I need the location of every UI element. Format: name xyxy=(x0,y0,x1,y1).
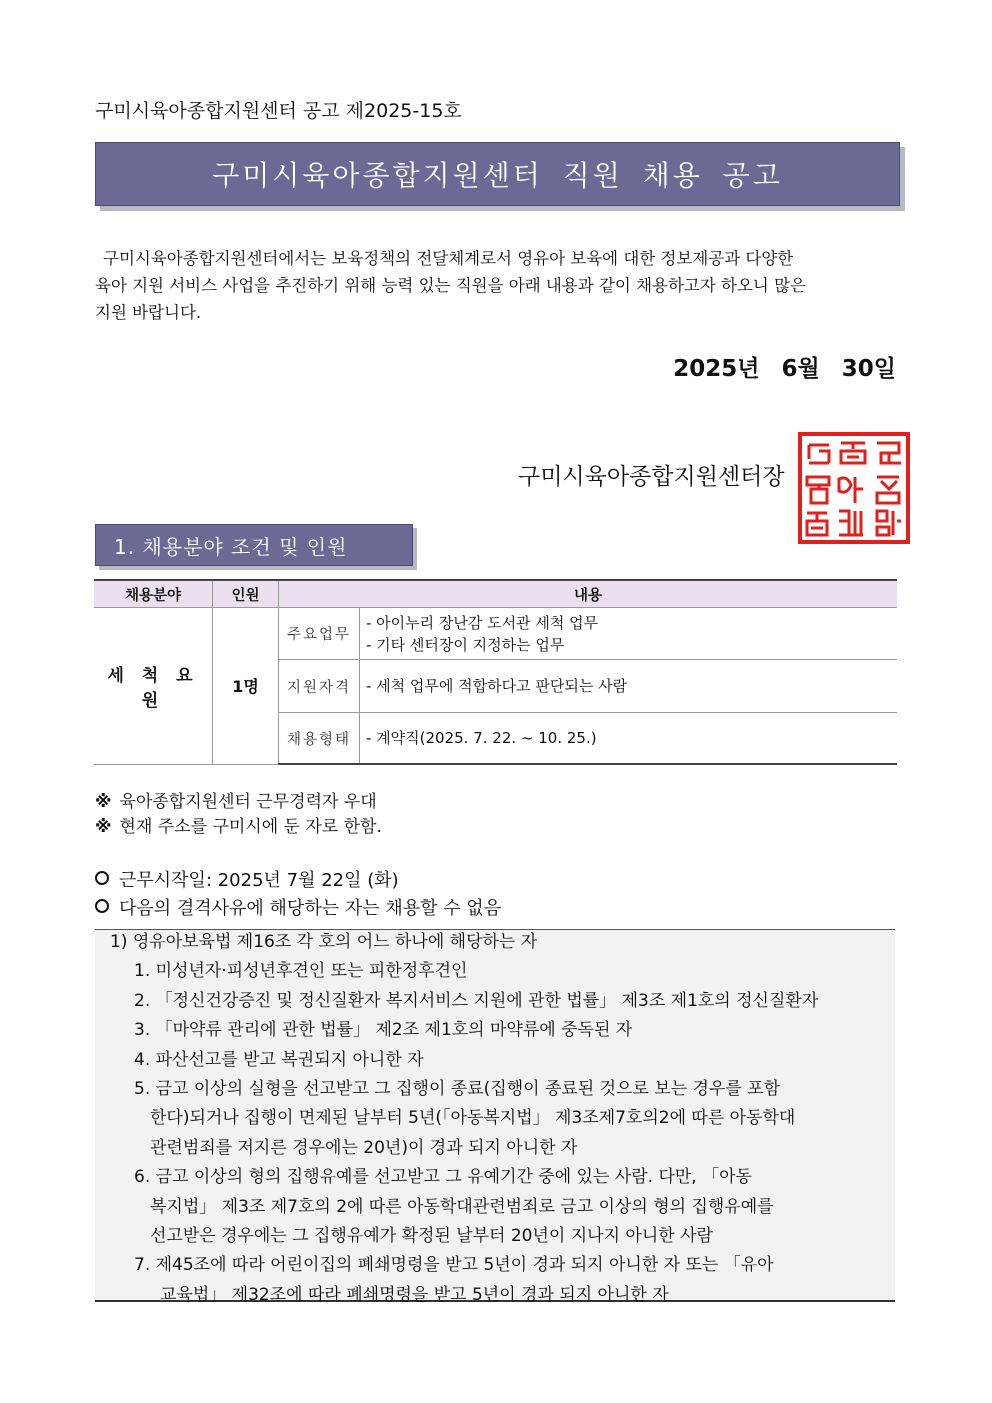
note-item: ※ 육아종합지원센터 근무경력자 우대 xyxy=(95,792,377,812)
header-count: 인원 xyxy=(213,580,279,608)
section-header-recruitment xyxy=(95,524,413,566)
disq-heading: 1) 영유아보육법 제16조 각 호의 어느 하나에 해당하는 자 xyxy=(110,932,538,952)
disq-item: 3. 「마약류 관리에 관한 법률」 제2조 제1호의 마약류에 중독된 자 xyxy=(134,1020,633,1041)
table-row xyxy=(94,608,897,660)
content-line: - 기타 센터장이 지정하는 업무 xyxy=(366,635,565,654)
circle-bullet-icon xyxy=(95,871,109,885)
official-seal-icon xyxy=(797,431,911,545)
note-mark: ※ xyxy=(95,792,112,812)
recruitment-table xyxy=(94,579,897,765)
row-label-qualification: 지원자격 xyxy=(279,660,360,713)
issuer-name: 구미시육아종합지원센터장 xyxy=(518,464,785,490)
notes-list xyxy=(95,790,382,840)
bullet-start-date: 근무시작일: 2025년 7월 22일 (화) xyxy=(95,867,501,895)
row-content-duties xyxy=(360,608,898,660)
disq-item-cont: 교육법」 제32조에 따라 폐쇄명령을 받고 5년이 경과 되지 아니한 자 xyxy=(160,1284,669,1305)
notice-number: 구미시육아종합지원센터 공고 제2025-15호 xyxy=(95,100,462,122)
disq-item: 1. 미성년자·피성년후견인 또는 피한정후견인 xyxy=(134,961,468,982)
disq-item: 5. 금고 이상의 실형을 선고받고 그 집행이 종료(집행이 종료된 것으로 보는 경우를 포함 xyxy=(134,1079,781,1100)
disq-item-cont: 복지법」 제3조 제7호의 2에 따른 아동학대관련범죄로 금고 이상의 형의 집행유예를 xyxy=(150,1196,774,1217)
recruit-field: 세 척 요 원 xyxy=(94,608,213,765)
row-content-qualification xyxy=(360,660,898,713)
disq-item: 6. 금고 이상의 형의 집행유예를 선고받고 그 유예기간 중에 있는 사람. 다만, 「아동 xyxy=(134,1167,752,1188)
intro-line: 구미시육아종합지원센터에서는 보육정책의 전달체계로서 영유아 보육에 대한 정보제공과 다양한 xyxy=(103,249,794,268)
intro-line: 육아 지원 서비스 사업을 추진하기 위해 능력 있는 직원을 아래 내용과 같이 채용하고자 하오니 많은 xyxy=(95,276,806,295)
header-content: 내용 xyxy=(279,580,898,608)
notice-date: 2025년 6월 30일 xyxy=(673,356,896,382)
note-item: ※ 현재 주소를 구미시에 둔 자로 한함. xyxy=(95,817,382,837)
content-line: - 계약직(2025. 7. 22. ~ 10. 25.) xyxy=(366,729,597,747)
recruit-count: 1명 xyxy=(213,608,279,765)
table-header-row xyxy=(94,580,897,608)
content-line: - 아이누리 장난감 도서관 세척 업무 xyxy=(366,613,599,632)
disq-item: 4. 파산선고를 받고 복권되지 아니한 자 xyxy=(134,1049,424,1070)
circle-bullet-icon xyxy=(95,899,109,913)
disq-item-cont: 한다)되거나 집행이 면제된 날부터 5년(「아동복지법」 제3조제7호의2에 따른 아동학대 xyxy=(150,1108,796,1129)
bullet-list xyxy=(95,867,501,923)
content-line: - 세척 업무에 적합하다고 판단되는 사람 xyxy=(366,677,628,695)
row-label-employment-type: 채용형태 xyxy=(279,713,360,765)
page-title: 구미시육아종합지원센터 직원 채용 공고 xyxy=(212,159,783,192)
intro-paragraph xyxy=(95,245,900,326)
disq-item: 2. 「정신건강증진 및 정신질환자 복지서비스 지원에 관한 법률」 제3조 제1호의 정신질환자 xyxy=(134,990,819,1011)
disq-item-cont: 선고받은 경우에는 그 집행유예가 확정된 날부터 20년이 지나지 아니한 사람 xyxy=(150,1226,713,1247)
row-content-employment-type xyxy=(360,713,898,765)
row-label-duties: 주요업무 xyxy=(279,608,360,660)
note-mark: ※ xyxy=(95,817,112,837)
disqualification-list xyxy=(110,928,818,1310)
section-title: 1. 채용분야 조건 및 인원 xyxy=(114,534,348,559)
header-field: 채용분야 xyxy=(94,580,213,608)
bullet-disqualification: 다음의 결격사유에 해당하는 자는 채용할 수 없음 xyxy=(95,895,501,923)
intro-line: 지원 바랍니다. xyxy=(95,303,202,322)
disq-item-cont: 관련범죄를 저지른 경우에는 20년)이 경과 되지 아니한 자 xyxy=(150,1137,578,1158)
disq-item: 7. 제45조에 따라 어린이집의 폐쇄명령을 받고 5년이 경과 되지 아니한 자 또는 「유아 xyxy=(134,1255,774,1276)
title-banner xyxy=(95,142,900,206)
